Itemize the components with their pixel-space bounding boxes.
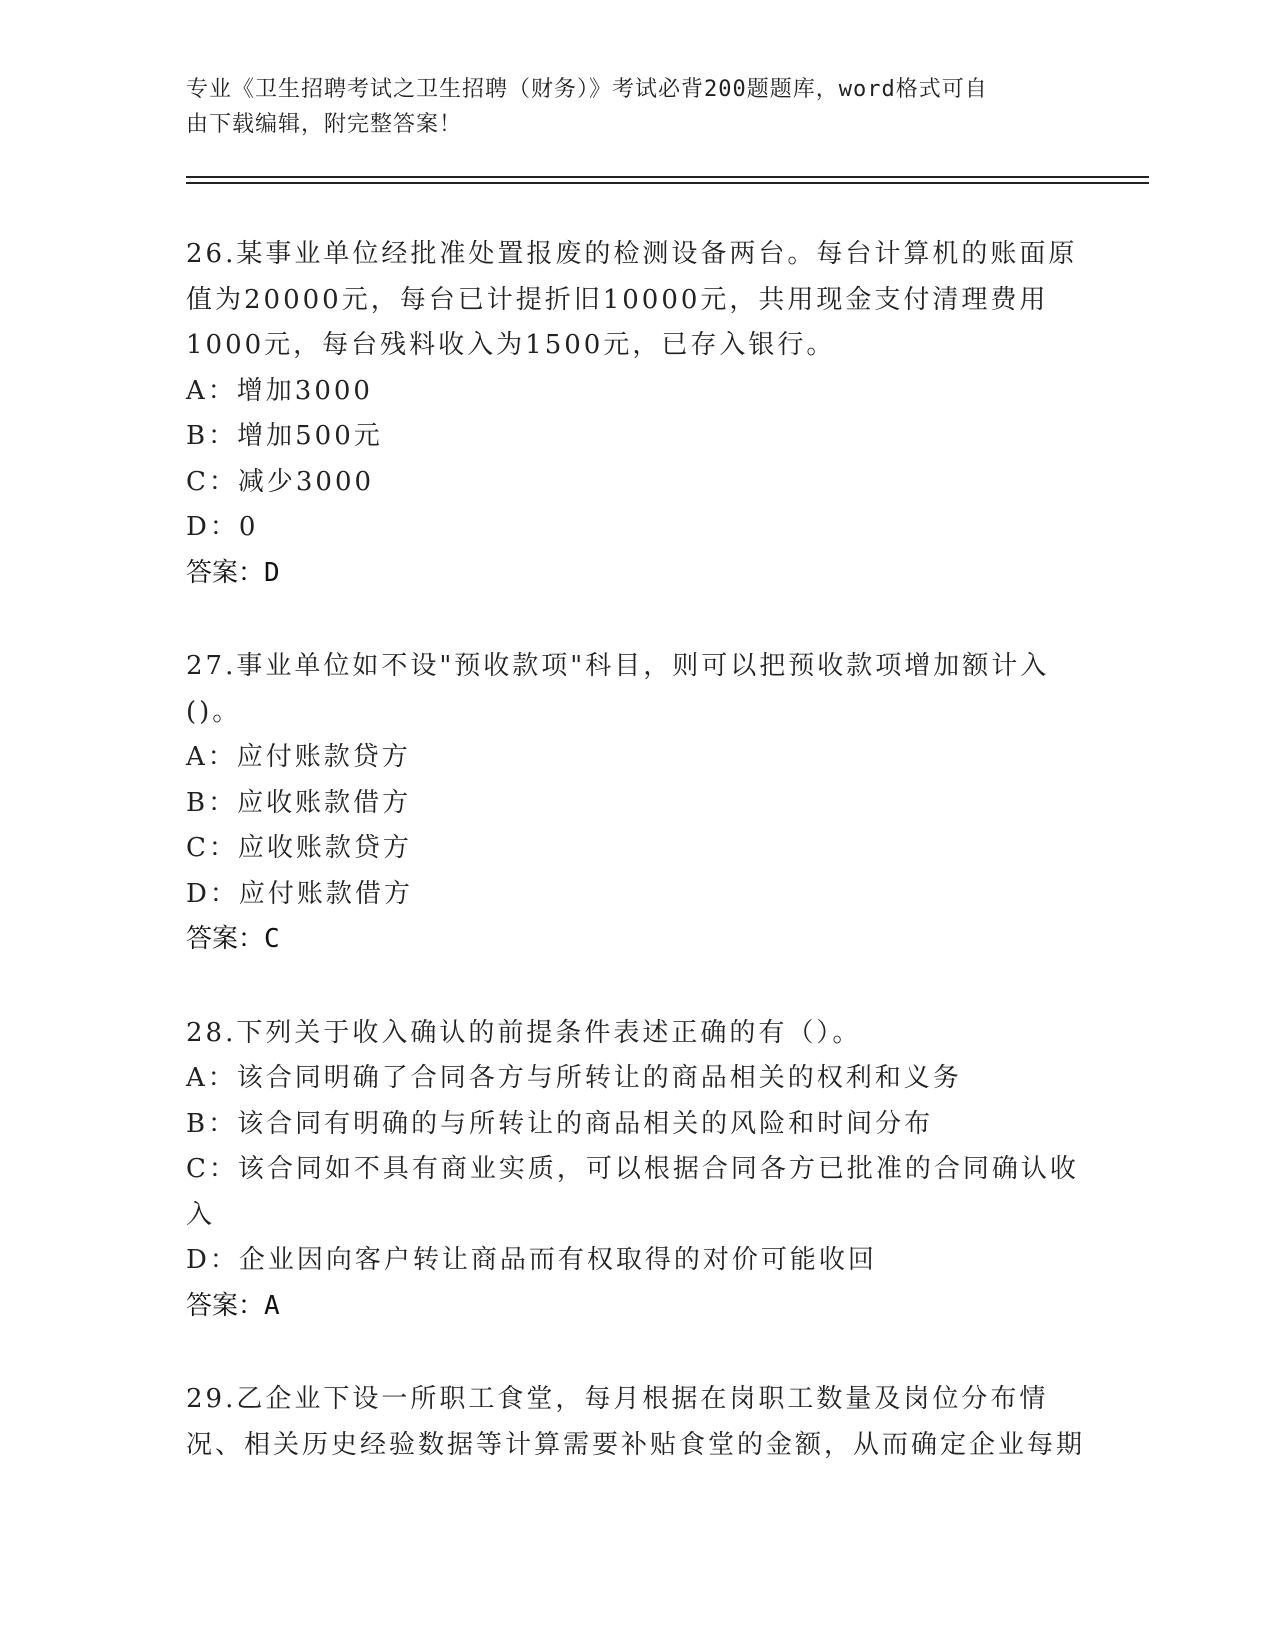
option-b: B：增加500元 (186, 421, 383, 451)
option-c: C：该合同如不具有商业实质，可以根据合同各方已批准的合同确认收入 (186, 1154, 1079, 1230)
question-text: 29.乙企业下设一所职工食堂，每月根据在岗职工数量及岗位分布情况、相关历史经验数据等计算需要补贴食堂的金额，从而确定企业每期 (186, 1384, 1086, 1460)
answer (186, 1284, 1086, 1330)
question-27 (186, 644, 1086, 963)
header-divider-top (186, 176, 1149, 178)
option-a: A：应付账款贷方 (186, 742, 411, 772)
option-d: D：应付账款借方 (186, 878, 413, 909)
option-a: A：该合同明确了合同各方与所转让的商品相关的权利和义务 (186, 1063, 962, 1093)
answer-label: 答案： (186, 1290, 265, 1321)
answer (186, 917, 1086, 963)
option-c: C：减少3000 (186, 466, 375, 497)
question-text: 27.事业单位如不设"预收款项"科目，则可以把预收款项增加额计入()。 (186, 651, 1050, 727)
answer-label: 答案： (186, 557, 265, 588)
question-29 (186, 1377, 1086, 1468)
option-d: D：0 (186, 512, 259, 542)
answer-value: D (264, 557, 280, 588)
question-text: 28.下列关于收入确认的前提条件表述正确的有（）。 (186, 1017, 862, 1048)
answer-value: A (264, 1290, 280, 1321)
option-d: D：企业因向客户转让商品而有权取得的对价可能收回 (186, 1245, 877, 1275)
question-28 (186, 1011, 1086, 1330)
answer (186, 551, 1086, 597)
header-divider-bottom (186, 182, 1149, 184)
answer-value: C (264, 924, 280, 954)
answer-label: 答案： (186, 924, 265, 954)
document-header (186, 72, 1066, 142)
question-26 (186, 232, 1086, 596)
question-text: 26.某事业单位经批准处置报废的检测设备两台。每台计算机的账面原值为20000元，每台已计提折旧10000元，共用现金支付清理费用1000元，每台残料收入为1500元，已存入银行。 (186, 239, 1078, 360)
option-a: A：增加3000 (186, 375, 373, 406)
header-line-1: 专业《卫生招聘考试之卫生招聘（财务）》考试必背200题题库，word格式可自 (186, 77, 988, 102)
question-list (186, 232, 1086, 1516)
header-line-2: 由下载编辑，附完整答案！ (186, 112, 463, 137)
option-b: B：应收账款借方 (186, 787, 412, 818)
option-c: C：应收账款贷方 (186, 833, 412, 863)
option-b: B：该合同有明确的与所转让的商品相关的风险和时间分布 (186, 1108, 934, 1139)
